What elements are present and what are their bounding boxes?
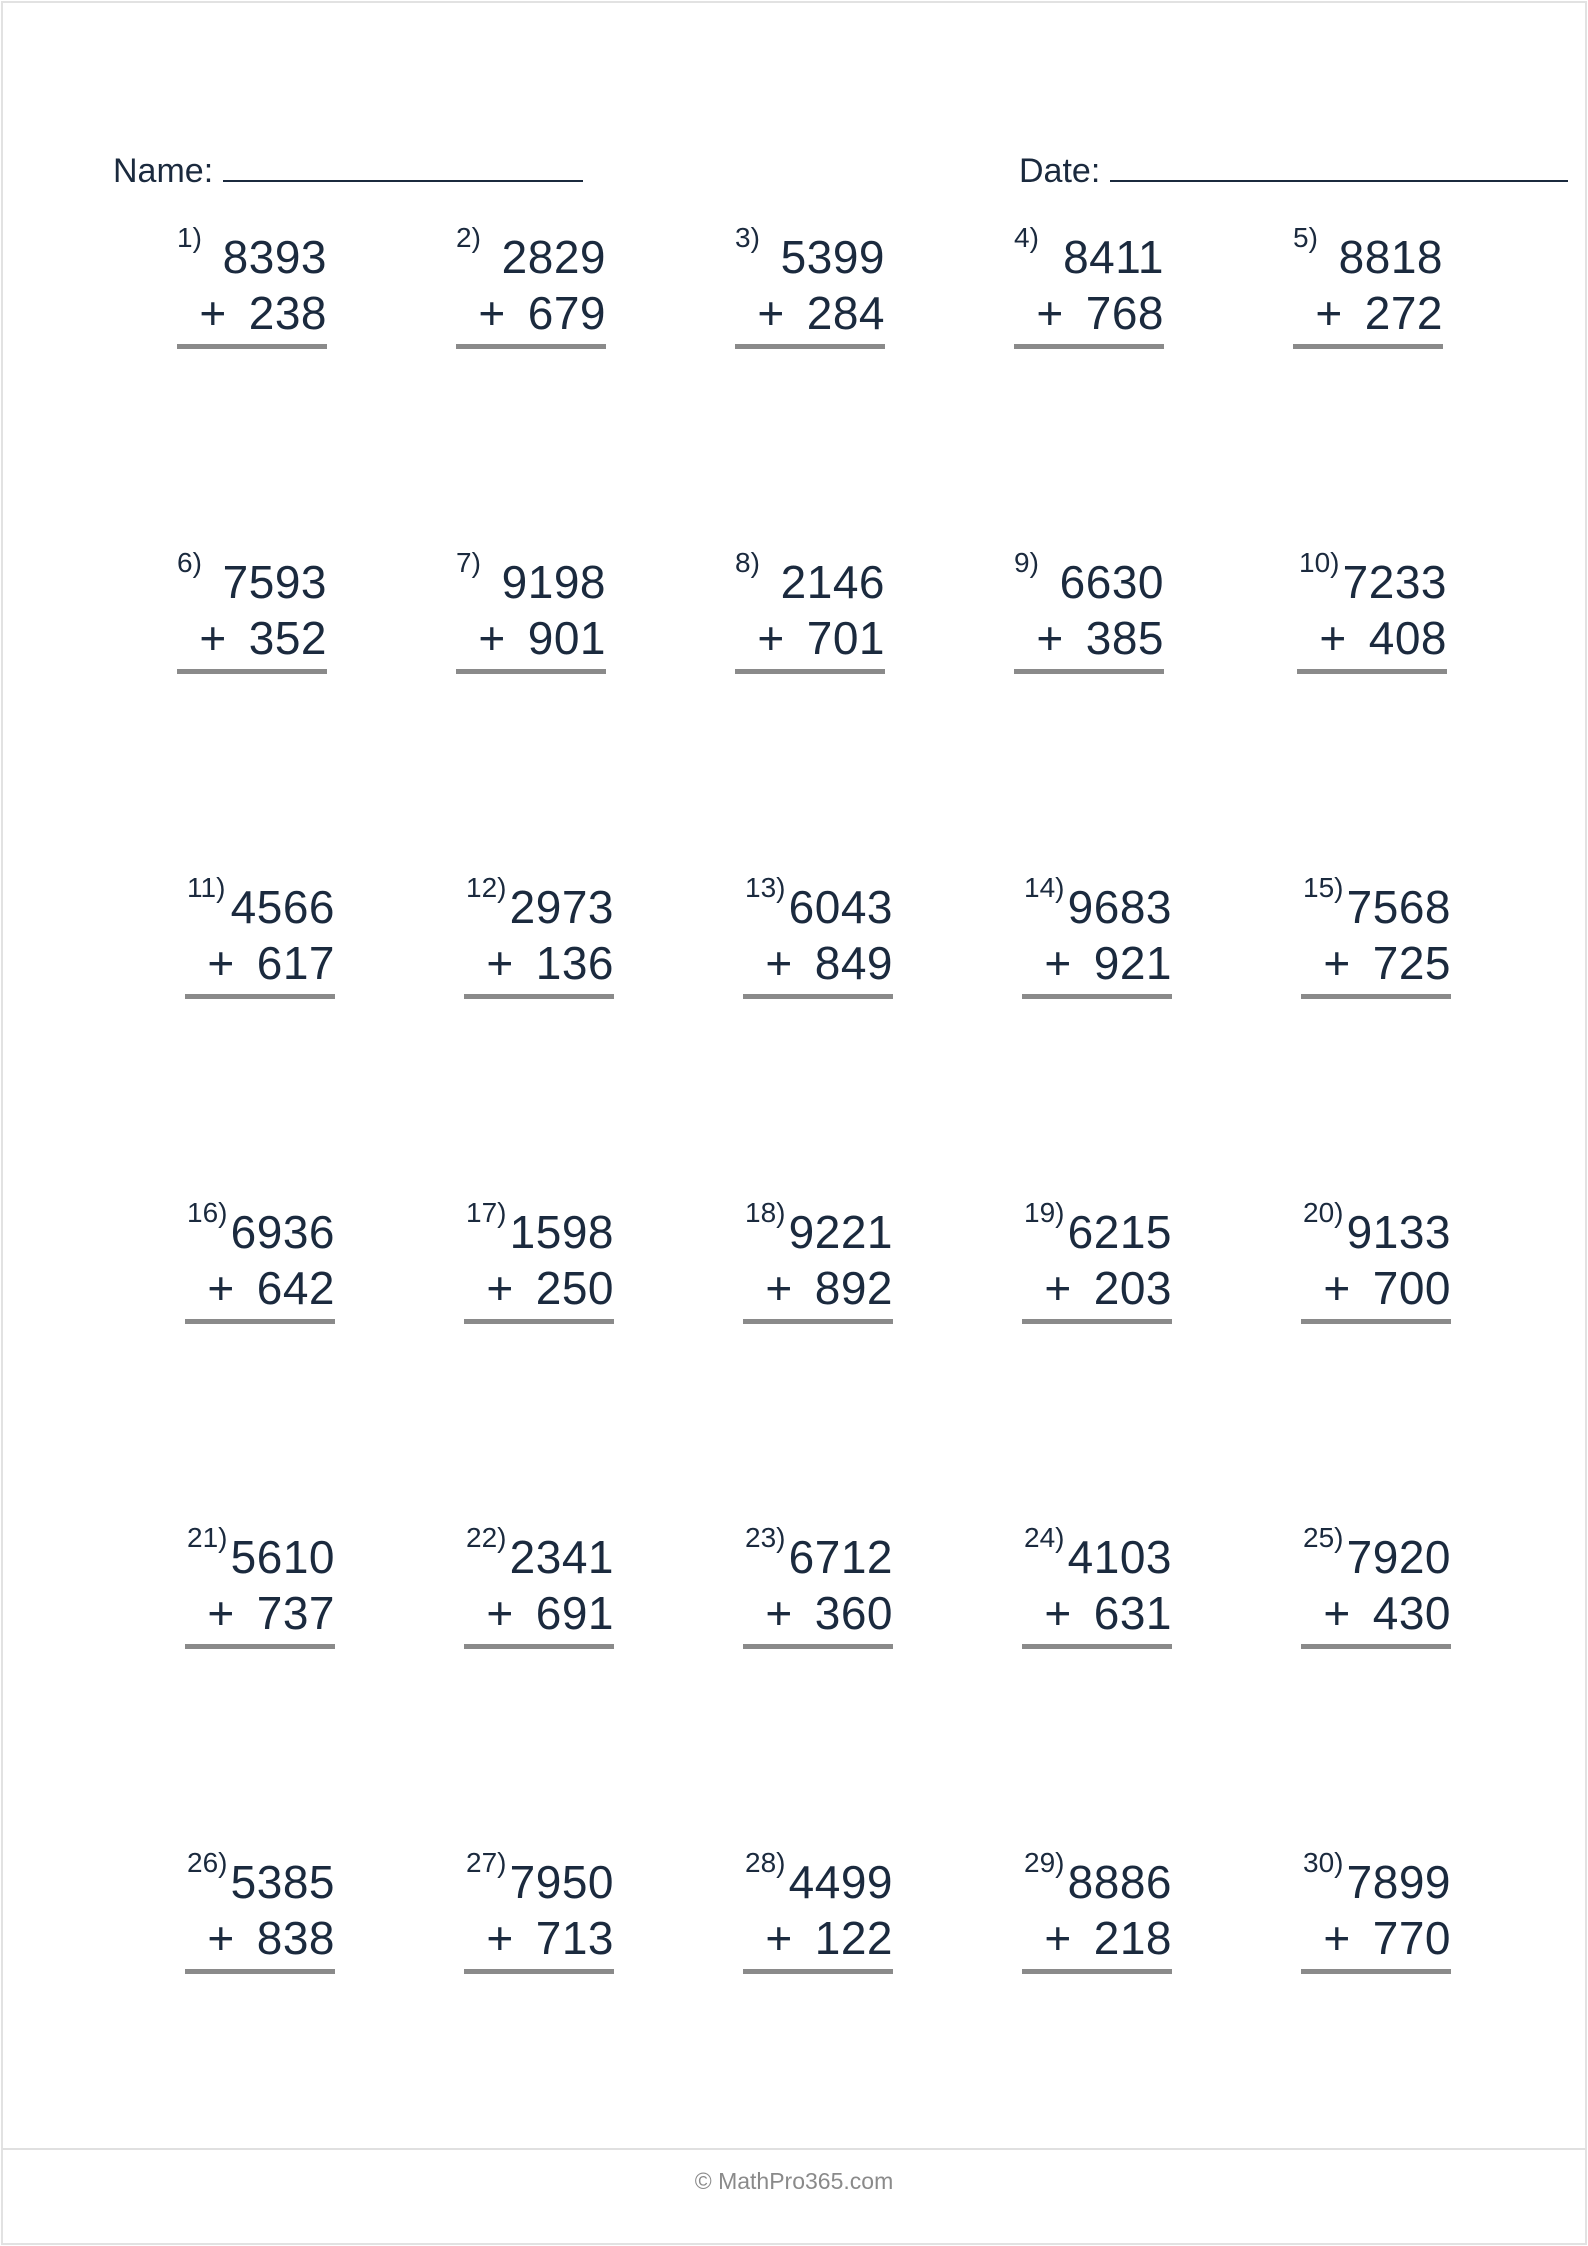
addend-bottom-row bbox=[207, 1911, 335, 1965]
answer-line[interactable] bbox=[1022, 1969, 1172, 1974]
problem-3 bbox=[685, 222, 885, 339]
addend-bottom: 631 bbox=[1093, 1587, 1172, 1639]
addend-bottom: 642 bbox=[256, 1262, 335, 1314]
problem-23 bbox=[693, 1522, 893, 1639]
plus-operator: + bbox=[486, 1912, 514, 1964]
answer-line[interactable] bbox=[1297, 669, 1447, 674]
addend-top: 9133 bbox=[1346, 1206, 1451, 1258]
plus-operator: + bbox=[1315, 287, 1343, 339]
addend-bottom: 679 bbox=[527, 287, 606, 339]
plus-operator: + bbox=[486, 1262, 514, 1314]
addend-top: 6215 bbox=[1067, 1206, 1172, 1258]
problem-number: 23) bbox=[745, 1522, 786, 1553]
answer-line[interactable] bbox=[464, 1969, 614, 1974]
answer-line[interactable] bbox=[1022, 994, 1172, 999]
addend-top: 4103 bbox=[1067, 1531, 1172, 1583]
answer-line[interactable] bbox=[743, 1319, 893, 1324]
plus-operator: + bbox=[478, 287, 506, 339]
addend-bottom: 218 bbox=[1093, 1912, 1172, 1964]
addend-bottom-row bbox=[1044, 936, 1172, 990]
addend-top: 4499 bbox=[788, 1856, 893, 1908]
addend-bottom-row bbox=[1323, 1261, 1451, 1315]
answer-line[interactable] bbox=[1301, 994, 1451, 999]
plus-operator: + bbox=[486, 1587, 514, 1639]
addend-top: 5610 bbox=[230, 1531, 335, 1583]
answer-line[interactable] bbox=[185, 994, 335, 999]
problem-26 bbox=[135, 1847, 335, 1964]
addend-bottom-row bbox=[1036, 611, 1164, 665]
problem-12 bbox=[414, 872, 614, 989]
problem-24 bbox=[972, 1522, 1172, 1639]
problem-25 bbox=[1251, 1522, 1451, 1639]
problem-number: 16) bbox=[187, 1197, 228, 1228]
plus-operator: + bbox=[765, 1912, 793, 1964]
problem-number: 6) bbox=[177, 547, 202, 578]
addend-bottom: 617 bbox=[256, 937, 335, 989]
addend-bottom: 122 bbox=[814, 1912, 893, 1964]
addend-top: 5385 bbox=[230, 1856, 335, 1908]
addend-top: 1598 bbox=[509, 1206, 614, 1258]
problem-number: 12) bbox=[466, 872, 507, 903]
answer-line[interactable] bbox=[743, 1644, 893, 1649]
plus-operator: + bbox=[199, 287, 227, 339]
answer-line[interactable] bbox=[1022, 1644, 1172, 1649]
problem-number: 20) bbox=[1303, 1197, 1344, 1228]
problem-number: 13) bbox=[745, 872, 786, 903]
answer-line[interactable] bbox=[464, 994, 614, 999]
addend-bottom-row bbox=[1044, 1586, 1172, 1640]
problem-number: 5) bbox=[1293, 222, 1318, 253]
plus-operator: + bbox=[207, 1262, 235, 1314]
plus-operator: + bbox=[1044, 1587, 1072, 1639]
problem-number: 8) bbox=[735, 547, 760, 578]
problem-15 bbox=[1251, 872, 1451, 989]
footer-copyright: © MathPro365.com bbox=[694, 2168, 894, 2194]
addend-bottom: 725 bbox=[1372, 937, 1451, 989]
answer-line[interactable] bbox=[1014, 344, 1164, 349]
addend-bottom: 691 bbox=[535, 1587, 614, 1639]
addend-top: 7920 bbox=[1346, 1531, 1451, 1583]
addend-bottom-row bbox=[1319, 611, 1447, 665]
answer-line[interactable] bbox=[743, 994, 893, 999]
addend-bottom: 737 bbox=[256, 1587, 335, 1639]
plus-operator: + bbox=[1323, 1262, 1351, 1314]
answer-line[interactable] bbox=[185, 1319, 335, 1324]
problem-8 bbox=[685, 547, 885, 664]
addend-top: 2146 bbox=[780, 556, 885, 608]
answer-line[interactable] bbox=[1014, 669, 1164, 674]
plus-operator: + bbox=[478, 612, 506, 664]
plus-operator: + bbox=[765, 937, 793, 989]
addend-top: 8411 bbox=[1063, 231, 1164, 283]
answer-line[interactable] bbox=[177, 344, 327, 349]
problem-number: 17) bbox=[466, 1197, 507, 1228]
problem-number: 18) bbox=[745, 1197, 786, 1228]
addend-bottom-row bbox=[765, 1911, 893, 1965]
plus-operator: + bbox=[207, 1587, 235, 1639]
addend-bottom-row bbox=[1315, 286, 1443, 340]
problem-number: 24) bbox=[1024, 1522, 1065, 1553]
addend-bottom-row bbox=[199, 611, 327, 665]
addend-bottom-row bbox=[1323, 936, 1451, 990]
answer-line[interactable] bbox=[177, 669, 327, 674]
problem-number: 7) bbox=[456, 547, 481, 578]
footer-divider bbox=[2, 2148, 1586, 2150]
addend-top: 6712 bbox=[788, 1531, 893, 1583]
answer-line[interactable] bbox=[735, 669, 885, 674]
addend-bottom: 849 bbox=[814, 937, 893, 989]
answer-line[interactable] bbox=[185, 1969, 335, 1974]
problem-27 bbox=[414, 1847, 614, 1964]
addend-bottom: 352 bbox=[248, 612, 327, 664]
addend-bottom: 901 bbox=[527, 612, 606, 664]
addend-top: 8393 bbox=[222, 231, 327, 283]
addend-bottom-row bbox=[478, 286, 606, 340]
answer-line[interactable] bbox=[185, 1644, 335, 1649]
addend-top: 2829 bbox=[501, 231, 606, 283]
name-label: Name: bbox=[113, 152, 214, 190]
addend-bottom-row bbox=[1323, 1586, 1451, 1640]
addend-bottom-row bbox=[757, 286, 885, 340]
problem-number: 2) bbox=[456, 222, 481, 253]
plus-operator: + bbox=[1323, 1587, 1351, 1639]
addend-top: 9198 bbox=[501, 556, 606, 608]
plus-operator: + bbox=[757, 287, 785, 339]
problem-17 bbox=[414, 1197, 614, 1314]
addend-bottom: 430 bbox=[1372, 1587, 1451, 1639]
plus-operator: + bbox=[765, 1587, 793, 1639]
problem-number: 15) bbox=[1303, 872, 1344, 903]
addend-top: 7593 bbox=[222, 556, 327, 608]
answer-line[interactable] bbox=[735, 344, 885, 349]
addend-bottom: 713 bbox=[535, 1912, 614, 1964]
addend-bottom: 238 bbox=[248, 287, 327, 339]
addend-top: 7950 bbox=[509, 1856, 614, 1908]
addend-top: 6043 bbox=[788, 881, 893, 933]
addend-bottom: 770 bbox=[1372, 1912, 1451, 1964]
addend-bottom: 921 bbox=[1093, 937, 1172, 989]
answer-line[interactable] bbox=[456, 669, 606, 674]
addend-top: 9221 bbox=[788, 1206, 893, 1258]
answer-line[interactable] bbox=[1301, 1644, 1451, 1649]
plus-operator: + bbox=[207, 937, 235, 989]
addend-bottom-row bbox=[765, 936, 893, 990]
problem-number: 1) bbox=[177, 222, 202, 253]
problem-10 bbox=[1247, 547, 1447, 664]
answer-line[interactable] bbox=[1301, 1319, 1451, 1324]
addend-bottom-row bbox=[478, 611, 606, 665]
problem-number: 4) bbox=[1014, 222, 1039, 253]
plus-operator: + bbox=[486, 937, 514, 989]
addend-top: 4566 bbox=[230, 881, 335, 933]
addend-top: 7233 bbox=[1342, 556, 1447, 608]
problem-1 bbox=[127, 222, 327, 339]
addend-bottom: 250 bbox=[535, 1262, 614, 1314]
problem-number: 14) bbox=[1024, 872, 1065, 903]
problem-number: 11) bbox=[187, 872, 226, 903]
answer-line[interactable] bbox=[1293, 344, 1443, 349]
addend-bottom-row bbox=[486, 1911, 614, 1965]
addend-bottom-row bbox=[1036, 286, 1164, 340]
problem-number: 27) bbox=[466, 1847, 507, 1878]
date-label: Date: bbox=[1019, 152, 1101, 190]
addend-bottom-row bbox=[199, 286, 327, 340]
problem-number: 29) bbox=[1024, 1847, 1065, 1878]
plus-operator: + bbox=[1036, 287, 1064, 339]
problem-2 bbox=[406, 222, 606, 339]
plus-operator: + bbox=[757, 612, 785, 664]
problem-29 bbox=[972, 1847, 1172, 1964]
answer-line[interactable] bbox=[456, 344, 606, 349]
addend-bottom-row bbox=[1044, 1261, 1172, 1315]
addend-bottom-row bbox=[207, 936, 335, 990]
plus-operator: + bbox=[207, 1912, 235, 1964]
problem-21 bbox=[135, 1522, 335, 1639]
addend-bottom-row bbox=[765, 1261, 893, 1315]
addend-bottom: 284 bbox=[806, 287, 885, 339]
problem-number: 26) bbox=[187, 1847, 228, 1878]
addend-top: 6630 bbox=[1059, 556, 1164, 608]
problem-22 bbox=[414, 1522, 614, 1639]
addend-bottom: 385 bbox=[1085, 612, 1164, 664]
problem-number: 30) bbox=[1303, 1847, 1344, 1878]
addend-top: 2341 bbox=[509, 1531, 614, 1583]
problem-number: 28) bbox=[745, 1847, 786, 1878]
problem-14 bbox=[972, 872, 1172, 989]
answer-line[interactable] bbox=[743, 1969, 893, 1974]
addend-top: 9683 bbox=[1067, 881, 1172, 933]
addend-bottom-row bbox=[486, 936, 614, 990]
addend-bottom-row bbox=[207, 1586, 335, 1640]
addend-bottom: 768 bbox=[1085, 287, 1164, 339]
problem-28 bbox=[693, 1847, 893, 1964]
addend-bottom-row bbox=[207, 1261, 335, 1315]
addend-bottom: 272 bbox=[1364, 287, 1443, 339]
addend-bottom-row bbox=[1044, 1911, 1172, 1965]
addend-bottom-row bbox=[1323, 1911, 1451, 1965]
plus-operator: + bbox=[1044, 1262, 1072, 1314]
problem-number: 19) bbox=[1024, 1197, 1065, 1228]
addend-bottom-row bbox=[486, 1261, 614, 1315]
addend-bottom: 360 bbox=[814, 1587, 893, 1639]
problem-19 bbox=[972, 1197, 1172, 1314]
addend-top: 5399 bbox=[780, 231, 885, 283]
addend-bottom-row bbox=[486, 1586, 614, 1640]
problem-6 bbox=[127, 547, 327, 664]
problem-9 bbox=[964, 547, 1164, 664]
addend-bottom: 838 bbox=[256, 1912, 335, 1964]
answer-line[interactable] bbox=[1301, 1969, 1451, 1974]
addend-bottom: 136 bbox=[535, 937, 614, 989]
addend-bottom-row bbox=[757, 611, 885, 665]
problem-5 bbox=[1243, 222, 1443, 339]
addend-top: 8886 bbox=[1067, 1856, 1172, 1908]
plus-operator: + bbox=[1036, 612, 1064, 664]
problem-number: 9) bbox=[1014, 547, 1039, 578]
problem-11 bbox=[135, 872, 335, 989]
plus-operator: + bbox=[1319, 612, 1347, 664]
addend-bottom-row bbox=[765, 1586, 893, 1640]
plus-operator: + bbox=[1323, 937, 1351, 989]
problem-16 bbox=[135, 1197, 335, 1314]
problem-number: 25) bbox=[1303, 1522, 1344, 1553]
problem-number: 10) bbox=[1299, 547, 1340, 578]
problem-number: 3) bbox=[735, 222, 760, 253]
problem-number: 21) bbox=[187, 1522, 228, 1553]
plus-operator: + bbox=[765, 1262, 793, 1314]
problem-20 bbox=[1251, 1197, 1451, 1314]
addend-bottom: 408 bbox=[1368, 612, 1447, 664]
problem-13 bbox=[693, 872, 893, 989]
addend-top: 6936 bbox=[230, 1206, 335, 1258]
addend-top: 7568 bbox=[1346, 881, 1451, 933]
addend-bottom: 892 bbox=[814, 1262, 893, 1314]
addend-bottom: 701 bbox=[806, 612, 885, 664]
answer-line[interactable] bbox=[464, 1644, 614, 1649]
addend-bottom: 203 bbox=[1093, 1262, 1172, 1314]
addend-top: 8818 bbox=[1338, 231, 1443, 283]
addend-bottom: 700 bbox=[1372, 1262, 1451, 1314]
plus-operator: + bbox=[199, 612, 227, 664]
answer-line[interactable] bbox=[464, 1319, 614, 1324]
problem-number: 22) bbox=[466, 1522, 507, 1553]
problem-4 bbox=[964, 222, 1164, 339]
plus-operator: + bbox=[1044, 1912, 1072, 1964]
plus-operator: + bbox=[1323, 1912, 1351, 1964]
problem-18 bbox=[693, 1197, 893, 1314]
addend-top: 7899 bbox=[1346, 1856, 1451, 1908]
plus-operator: + bbox=[1044, 937, 1072, 989]
problem-7 bbox=[406, 547, 606, 664]
addend-top: 2973 bbox=[509, 881, 614, 933]
answer-line[interactable] bbox=[1022, 1319, 1172, 1324]
problem-30 bbox=[1251, 1847, 1451, 1964]
